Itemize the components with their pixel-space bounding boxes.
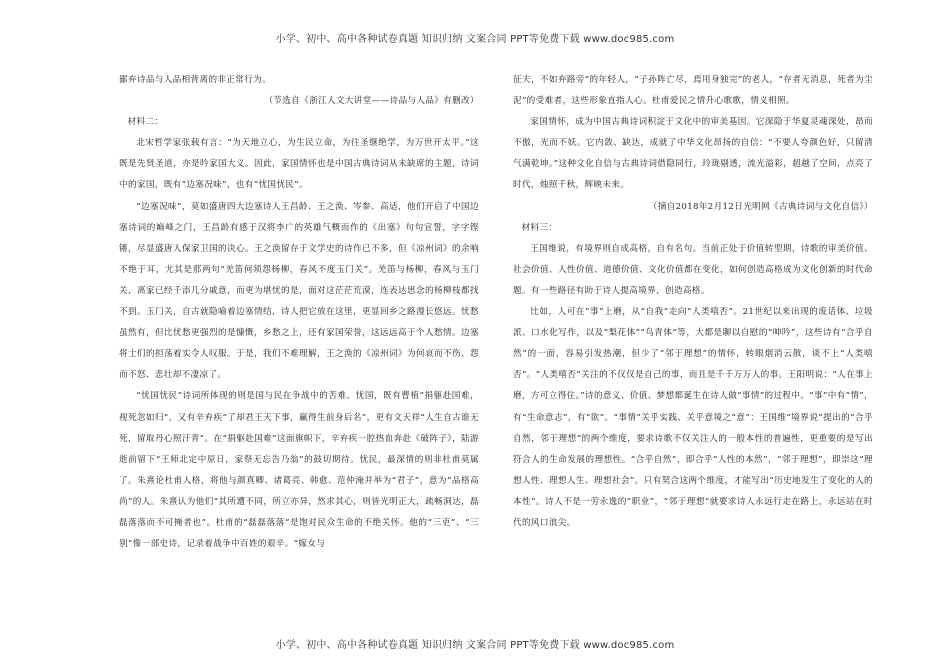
right-column [513, 70, 873, 534]
page-footer: 小学、初中、高中各种试卷真题 知识归纳 文案合同 PPT等免费下载 www.doc985.com [275, 640, 675, 651]
left-column [119, 70, 479, 555]
material-heading: 材料二： [127, 117, 164, 128]
paragraph: “忧国忧民”诗词所体现的则是国与民在争战中的苦难。忧国，既有曹植“捐躯赴国难，视死忽如归”，又有辛弃疾“了却君王天下事，赢得生前身后名”，更有文天祥“人生自古谁无死，留取丹心照汗青”。在“捐躯赴国难”这面旗帜下，辛弃疾一腔热血奔赴《破阵子》，陆游逝前留下“王师北定中原日，家祭无忘告乃翁”的鼓切期待。忧民，最深情的则非杜甫莫属了。朱熹论杜甫人格，将他与颜真卿、诸葛亮、韩愈、范仲淹并举为“君子”，意为“品格高尚”的人。朱熹认为他们“其所遭不同，所立亦异，然求其心，则皆光明正大，疏畅洞达，磊磊落落而不可掩者也”。杜甫的“磊磊落落”是饱对民众生命的不绝关怀。他的“三吏”、“三别”像一部史诗，记录着战争中百姓的艰辛。“嫁女与 [119, 391, 479, 550]
paragraph: 征夫，不如弃路旁”的年轻人，“子孙阵亡尽，焉用身独完”的老人，“存者无消息，死者为尘泥”的受难者，这些形象直指人心。杜甫爱民之情升心歌歌，情义相照。 [513, 75, 873, 107]
paragraph: 家国情怀，成为中国古典诗词积淀于文化中的审美基因。它深隐于华夏灵魂深处，昂而不傲，光而不妖。它内敛、缺达，成就了中华文化昂扬的自信：“不要人夸颜色好，只留清气满乾坤。”这种文化自信与古典诗词借隐同行，玲珑剔透，流光溢彩，超越了空间，点亮了时代，烛照千秋，辉映未来。 [513, 117, 873, 191]
paragraph: “边塞况味”，莫如盛唐四大边塞诗人王昌龄、王之涣、岑参、高适，他们开启了中国边塞诗词的巅峰之门，王昌龄有感于汉将李广的英雄气概而作的《出塞》句句宣誓，字字铿锵，尽显盛唐人保家卫国的决心。王之涣留存于文学史的诗作已不多，但《凉州词》的余响不绝于耳，尤其是那两句“羌笛何须怨杨柳，春风不度玉门关”。羌笛与杨柳，春风与玉门关，离家已经千添几分戚意，而更为堪忧的是，面对这茫茫荒漠，连表达思念的杨柳枝都找不到。玉门关，自古就隐喻着边塞情结，诗人把它放在这里，更显回乡之路漫长悠远。忧愁虽然有，但比忧愁更强烈的是慷慨，乡愁之上，还有家国荣誉，这远远高于个人愁情。边塞将士们的担荡着实令人叹服。于是，我们不难理解，王之涣的《凉州词》为何哀而不伤、怨而不怒、悲壮却不凄凉了。 [119, 201, 479, 381]
paragraph: 比如，人可在“事”上磨，从“自我”走向“人类嘻否”。21世纪以来出现的废话体、垃圾派、口水化写作，以及“梨花体”“鸟青体”等，大都是聊以自慰的“呻吟”，这些诗有“合乎自然”的一面，容易引发热潮，但少了“邻于理想”的情怀，转眼烟消云散，谈不上“人类嘻否”。“人类嘻否”关注的不仅仅是自己的事，而且是千千万万人的事。王阳明说：“人在事上磨，方可立得住。”诗的意义、价值、梦想都诞生在诗人做“事情”的过程中。“事”中有“情”，有“生命意志”，有“欲”。“事情”关乎实践、关乎意境之“意”：王国维“境界说”提出的“合乎自然，邻于理想”的两个维度，要求诗歌不仅关注人的一般本性的普遍性，更重要的是写出符合人的生命发展的理想性。“合乎自然”，即合乎“人性的本然”，“邻于理想”，即崇这“理想人性、理想人生、理想社会”。只有契合这两个维度，才能写出“历史地发生了变化的人的本性”。诗人不是一劳永逸的“职业”，“邻于理想”就要求诗人永远行走在路上，永远站在时代的风口浪尖。 [513, 307, 873, 528]
source-note: （摘自2018年2月12日光明网《古典诗词与文化自信》） [648, 201, 873, 212]
material-heading: 材料三： [521, 222, 558, 233]
page-header: 小学、初中、高中各种试卷真题 知识归纳 文案合同 PPT等免费下载 www.doc985.com [275, 34, 675, 45]
paragraph: 鄙弃诗品与人品相背离的非正常行为。 [119, 75, 272, 85]
source-note: （节选自《浙江人文大讲堂——诗品与人品》有删改） [264, 96, 479, 107]
paragraph: 北宋哲学家张载有言：“为天地立心，为生民立命，为往圣继绝学，为万世开太平。”这既是先贤圣道，亦是吟家国大义。因此，家国情怀也是中国古典诗词从未缺席的主题，诗词中的家国，既有“边塞况味”，也有“忧国忧民”。 [119, 138, 479, 191]
paragraph: 王国维说，有境界则自成高格，自有名句。当前正处于价值转型期，诗歌的审美价值、社会价值、人性价值、道德价值、文化价值都在变化，如何创造高格成为文化创新的时代命题。有一些路径有助于诗人提高境界，创造高格。 [513, 243, 873, 296]
